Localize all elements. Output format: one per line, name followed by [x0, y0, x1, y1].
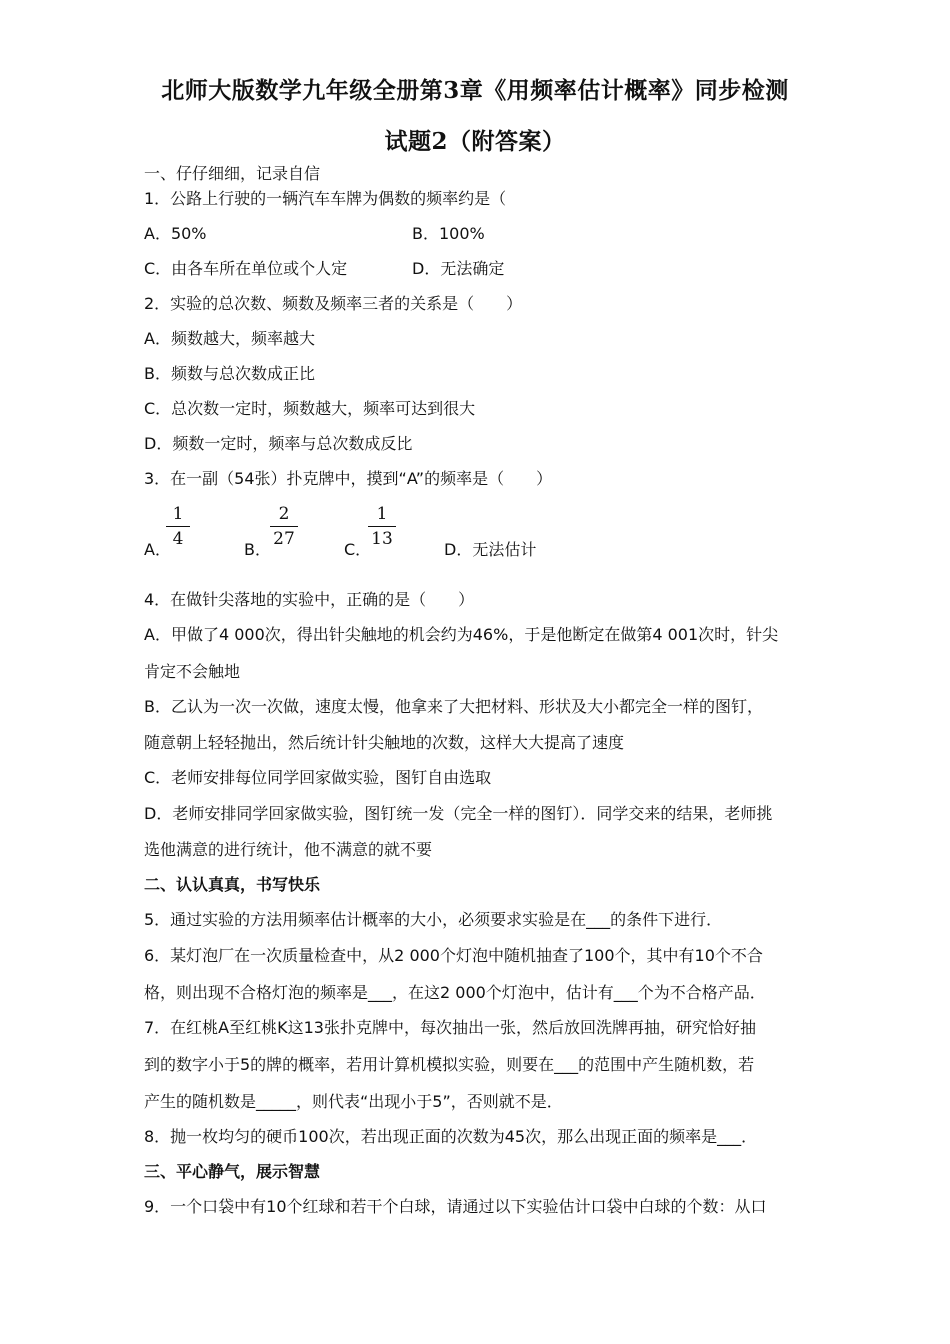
- q1-option-c: C．由各车所在单位或个人定: [144, 259, 348, 278]
- fraction-denominator: 27: [273, 529, 295, 549]
- q2-option-c: C．总次数一定时，频数越大，频率可达到很大: [144, 399, 476, 418]
- fraction-numerator: 2: [278, 504, 290, 524]
- q2-option-d: D．频数一定时，频率与总次数成反比: [144, 434, 413, 453]
- title-line-2: 试题2（附答案）: [384, 128, 566, 155]
- q6-line-1: 6．某灯泡厂在一次质量检查中，从2 000个灯泡中随机抽查了100个，其中有10个不合: [144, 946, 763, 965]
- q5-stem: 5．通过实验的方法用频率估计概率的大小，必须要求实验是在___的条件下进行．: [144, 910, 723, 929]
- q4-option-a-line-1: A．甲做了4 000次，得出针尖触地的机会约为46%，于是他断定在做第4 001次时，针尖: [144, 625, 779, 644]
- section-2-heading: 二、认认真真，书写快乐: [144, 875, 321, 894]
- q3-option-c-fraction: [366, 503, 398, 550]
- section-3-heading: 三、平心静气，展示智慧: [144, 1162, 321, 1181]
- q7-line-1: 7．在红桃A至红桃K这13张扑克牌中，每次抽出一张，然后放回洗牌再抽，研究恰好抽: [144, 1018, 756, 1037]
- q1-stem: 1．公路上行驶的一辆汽车车牌为偶数的频率约是（: [144, 189, 507, 208]
- q9-line-1: 9．一个口袋中有10个红球和若干个白球，请通过以下实验估计口袋中白球的个数：从口: [144, 1197, 767, 1216]
- q2-option-a: A．频数越大，频率越大: [144, 329, 315, 348]
- q3-stem: 3．在一副（54张）扑克牌中，摸到“A”的频率是（ ）: [144, 469, 553, 488]
- q4-stem: 4．在做针尖落地的实验中，正确的是（ ）: [144, 590, 475, 609]
- fraction-bar: [166, 526, 190, 527]
- q1-option-d: D．无法确定: [412, 259, 505, 278]
- q3-option-a-label: A．: [144, 540, 171, 559]
- fraction-denominator: 13: [371, 529, 393, 549]
- q3-option-d: D．无法估计: [444, 540, 537, 559]
- fraction-bar: [368, 526, 396, 527]
- section-1-heading: 一、仔仔细细，记录自信: [144, 164, 321, 183]
- q2-option-b: B．频数与总次数成正比: [144, 364, 315, 383]
- fraction-numerator: 1: [376, 504, 388, 524]
- q2-stem: 2．实验的总次数、频数及频率三者的关系是（ ）: [144, 294, 523, 313]
- q3-option-a-fraction: [164, 503, 192, 550]
- q1-option-a: A．50%: [144, 224, 207, 243]
- fraction-denominator: 4: [172, 529, 184, 549]
- title-line-1: 北师大版数学九年级全册第3章《用频率估计概率》同步检测: [161, 77, 789, 104]
- q4-option-a-line-2: 肯定不会触地: [144, 662, 241, 681]
- q3-option-b-fraction: [268, 503, 300, 550]
- q1-option-b: B．100%: [412, 224, 485, 243]
- q7-line-3: 产生的随机数是_____，则代表“出现小于5”，否则就不是．: [144, 1092, 563, 1111]
- q4-option-c: C．老师安排每位同学回家做实验，图钉自由选取: [144, 768, 492, 787]
- q3-option-c-label: C．: [344, 540, 372, 559]
- q7-line-2: 到的数字小于5的牌的概率，若用计算机模拟实验，则要在___的范围中产生随机数，若: [144, 1055, 755, 1074]
- q4-option-d-line-2: 选他满意的进行统计，他不满意的就不要: [144, 840, 433, 859]
- q6-line-2: 格，则出现不合格灯泡的频率是___，在这2 000个灯泡中，估计有___个为不合格产品．: [144, 983, 766, 1002]
- fraction-numerator: 1: [172, 504, 184, 524]
- q4-option-b-line-1: B．乙认为一次一次做，速度太慢，他拿来了大把材料、形状及大小都完全一样的图钉，: [144, 697, 763, 716]
- fraction-bar: [270, 526, 298, 527]
- q8-stem: 8．抛一枚均匀的硬币100次，若出现正面的次数为45次，那么出现正面的频率是___．: [144, 1127, 758, 1146]
- q4-option-b-line-2: 随意朝上轻轻抛出，然后统计针尖触地的次数，这样大大提高了速度: [144, 733, 625, 752]
- q4-option-d-line-1: D．老师安排同学回家做实验，图钉统一发（完全一样的图钉）．同学交来的结果，老师挑: [144, 804, 773, 823]
- q3-option-b-label: B．: [244, 540, 271, 559]
